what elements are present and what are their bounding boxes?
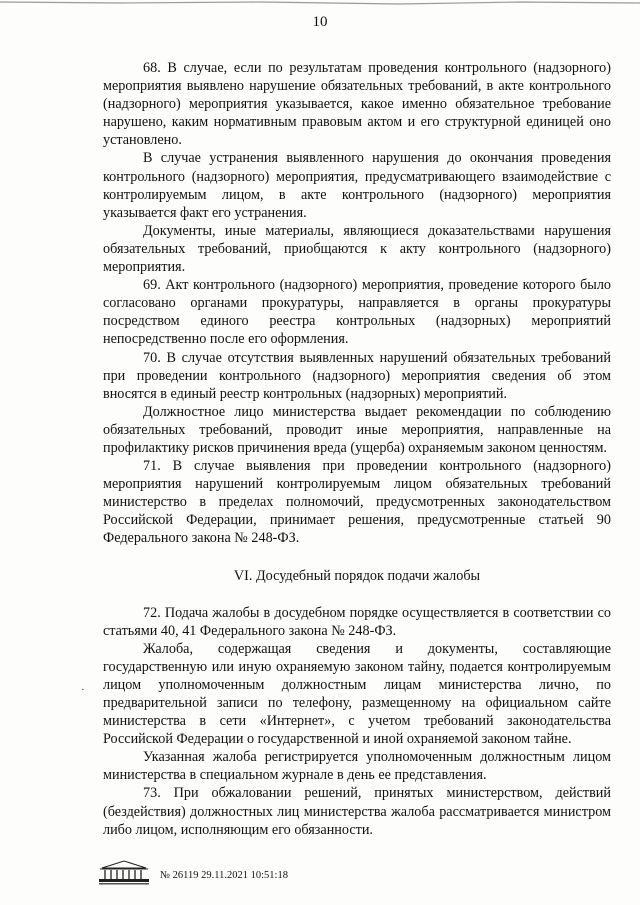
document-footer [96, 858, 396, 890]
paragraph-72-complaint: Жалоба, содержащая сведения и документы, составляющие государственную или иную охраняемую законом тайну, подается контролируемым лицом уполномоченным должностным лицам министерства лично, по предварительной записи по телефону, размещенному на официальном сайте министерства в сети «Интернет», с учетом требований законодательства Российской Федерации о государственной и иной охраняемой законом тайне. [103, 640, 611, 748]
paragraph-72-registration: Указанная жалоба регистрируется уполномоченным должностным лицом министерства в специальном журнале в день ее представления. [103, 749, 611, 784]
paragraph-68-violation-fixed: В случае устранения выявленного нарушения до окончания проведения контрольного (надзорного) мероприятия, предусматривающего взаимодействие с контролируемым лицом, в акте контрольного (надзорного) мероприятия указывается факт его устранения. [103, 150, 611, 221]
scan-edge-artifact [0, 0, 640, 6]
page-number: 10 [312, 14, 328, 30]
paragraph-68-evidence: Документы, иные материалы, являющиеся доказательствами нарушения обязательных требований, приобщаются к акту контрольного (надзорного) мероприятия. [103, 222, 611, 276]
paragraph-69: 69. Акт контрольного (надзорного) мероприятия, проведение которого было согласовано органами прокуратуры, направляется в органы прокуратуры посредством единого реестра контрольных (надзорных) мероприятий непосредственно после его оформления. [103, 277, 611, 348]
paragraph-68: 68. В случае, если по результатам проведения контрольного (надзорного) мероприятия выявлено нарушение обязательных требований, в акте контрольного (надзорного) мероприятия указывается, какое именно обязательное требование нарушено, каким нормативным правовым актом и его структурной единицей оно установлено. [103, 60, 611, 149]
paragraph-72: 72. Подача жалобы в досудебном порядке осуществляется в соответствии со статьями 40, 41 Федерального закона № 248-ФЗ. [103, 604, 611, 639]
government-building-seal-icon [96, 858, 152, 886]
paragraph-70: 70. В случае отсутствия выявленных нарушений обязательных требований при проведении контрольного (надзорного) мероприятия сведения об этом вносятся в единый реестр контрольных (надзорных) мероприятий. [103, 349, 611, 402]
paragraph-70-recommendations: Должностное лицо министерства выдает рекомендации по соблюдению обязательных требований, проводит иные мероприятия, направленные на профилактику рисков причинения вреда (ущерба) охраняемым законом ценностям. [103, 403, 611, 456]
paragraph-71: 71. В случае выявления при проведении контрольного (надзорного) мероприятия нарушений контролируемым лицом обязательных требований министерство в пределах полномочий, предусмотренных законодательством Российской Федерации, принимает решения, предусмотренные статьей 90 Федерального закона № 248-ФЗ. [103, 458, 611, 547]
section-heading: VI. Досудебный порядок подачи жалобы [233, 567, 481, 584]
document-body [103, 59, 611, 839]
margin-pen-mark: · [81, 684, 85, 696]
paragraph-73: 73. При обжаловании решений, принятых министерством, действий (бездействия) должностных лиц министерства жалоба рассматривается министром либо лицом, исполняющим его обязанности. [103, 785, 611, 838]
registration-stamp: № 26119 29.11.2021 10:51:18 [160, 870, 288, 881]
